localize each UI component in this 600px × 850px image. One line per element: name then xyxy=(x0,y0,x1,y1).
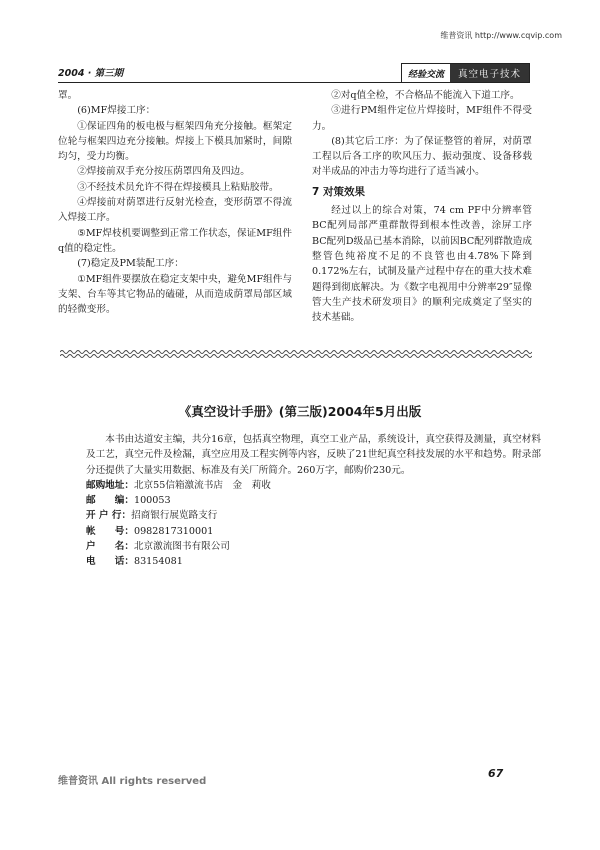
list-item: ③不经技术员允许不得在焊接模具上粘贴胶带。 xyxy=(77,181,279,193)
info-label: 邮购地址： xyxy=(86,479,134,491)
info-row xyxy=(86,554,541,569)
info-value: 北京激流图书有限公司 xyxy=(133,541,230,553)
list-item: ②对q值全检，不合格品不能流入下道工序。 xyxy=(331,90,520,101)
info-label: 开 户 行： xyxy=(86,510,132,522)
column-tag xyxy=(401,63,530,83)
left-column xyxy=(58,88,292,317)
subsection-heading: (7)稳定及PM装配工序： xyxy=(77,258,184,270)
right-column xyxy=(312,88,532,325)
footer-watermark: 维普资讯 All rights reserved xyxy=(58,776,207,787)
info-value: 100053 xyxy=(133,495,171,507)
info-label: 帐 号： xyxy=(86,525,134,537)
journal-name: 真空电子技术 xyxy=(450,64,529,82)
paragraph: (8)其它后工序：为了保证整管的着屏，对荫罩工程以后各工序的吹风压力、振动强度、设备移载对半成品的冲击力等均进行了适当减小。 xyxy=(312,135,532,178)
column-name: 经验交流 xyxy=(402,64,450,82)
ad-description: 本书由达道安主编，共分16章，包括真空物理，真空工业产品，系统设计，真空获得及测量，真空材料及工艺，真空元件及检漏，真空应用及工程实例等内容，反映了21世纪真空科技发展的水平和趋势。附录部分还提供了大量实用数据、标准及有关厂所简介。260万字，邮购价230元。 xyxy=(86,434,541,476)
info-value: 北京55信箱激流书店 金 莉收 xyxy=(133,479,271,491)
issue-label: 2004 · 第三期 xyxy=(58,68,124,79)
info-row xyxy=(86,539,541,554)
info-row xyxy=(86,524,541,539)
info-value: 0982817310001 xyxy=(133,525,214,537)
paragraph: 经过以上的综合对策，74 cm PF中分辨率管BC配列局部严重群散得到根本性改善，涂屏工序BC配列D级品已基本消除，以前因BC配列群散造成整管色纯裕度不足的不良管也由4.78%下降到0.172%左右，试制及量产过程中存在的重大技术难题得到彻底解决。为《数字电视用中分辨率29″显像管大生产技术研发项目》的顺利完成奠定了坚实的技术基础。 xyxy=(312,205,532,324)
list-item: ④焊接前对荫罩进行反射光检查，变形荫罩不得流入焊接工序。 xyxy=(58,197,292,224)
info-row xyxy=(86,493,541,508)
list-item: ②焊接前双手充分按压荫罩四角及四边。 xyxy=(77,166,250,178)
list-item: ③进行PM组件定位片焊接时，MF组件不得受力。 xyxy=(312,105,532,132)
paragraph: 罩。 xyxy=(58,90,78,101)
info-label: 电 话： xyxy=(86,556,134,568)
info-label: 户 名： xyxy=(86,541,134,553)
section-heading: 7 对策效果 xyxy=(312,185,365,198)
site-watermark[interactable]: 维普资讯 http://www.cqvip.com xyxy=(440,31,562,40)
wave-divider xyxy=(60,348,532,360)
ad-contact-info xyxy=(86,478,541,570)
info-label: 邮 编： xyxy=(86,495,134,507)
list-item: ⑤MF焊枝机要调整到正常工作状态，保证MF组件q值的稳定性。 xyxy=(58,227,292,254)
running-header xyxy=(58,60,530,83)
info-row xyxy=(86,508,541,523)
subsection-heading: (6)MF焊接工序： xyxy=(77,105,156,117)
list-item: ①保证四角的板电极与框架四角充分接触。框架定位轮与框架四边充分接触。焊接上下模具加紧时，间隙均匀，受力均衡。 xyxy=(58,120,292,163)
ad-body xyxy=(86,432,541,570)
ad-title: 《真空设计手册》(第三版)2004年5月出版 xyxy=(178,404,422,419)
page-number: 67 xyxy=(488,767,504,780)
info-value: 83154081 xyxy=(133,556,183,568)
list-item: ①MF组件要摆放在稳定支架中央，避免MF组件与支架、台车等其它物品的磕碰，从而造成荫罩局部区域的轻微变形。 xyxy=(58,273,292,316)
info-row xyxy=(86,478,541,493)
info-value: 招商银行展览路支行 xyxy=(131,510,218,522)
